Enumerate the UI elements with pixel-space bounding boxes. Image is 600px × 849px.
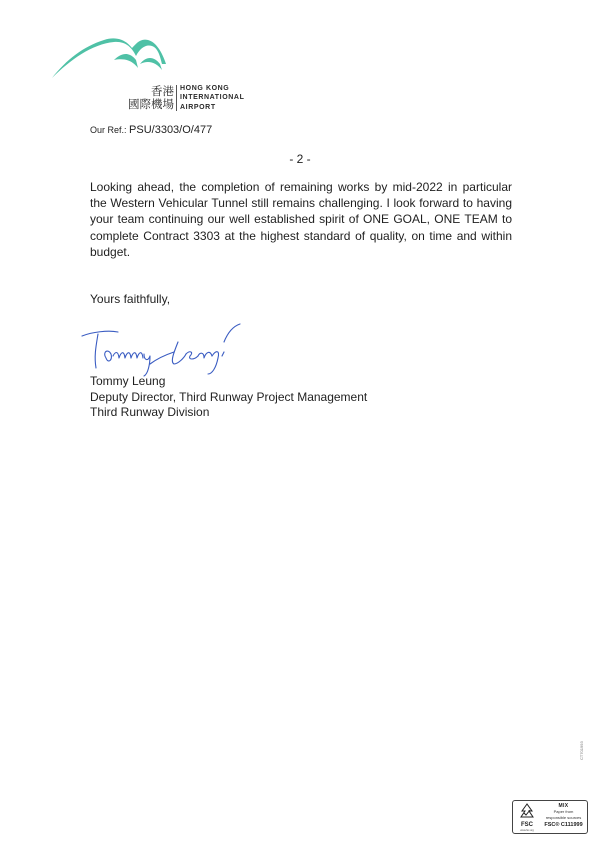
logo-chinese-line2: 國際機場 (128, 97, 174, 111)
signer-title: Deputy Director, Third Runway Project Management (90, 389, 368, 404)
reference-value: PSU/3303/O/477 (129, 124, 213, 136)
signer-name: Tommy Leung (90, 374, 166, 388)
fsc-site-text: www.fsc.org (520, 829, 534, 832)
logo-english-line3: AIRPORT (180, 103, 216, 111)
logo-divider (176, 85, 177, 111)
page-number: - 2 - (289, 152, 311, 166)
logo-chinese-text (94, 85, 174, 111)
hkia-wing-logo-icon (52, 38, 172, 84)
closing-line: Yours faithfully, (90, 292, 171, 306)
fsc-logo (516, 803, 538, 831)
fsc-paper-line2: responsible sources (545, 814, 582, 820)
fsc-tree-check-icon (520, 803, 534, 821)
logo-english-text (180, 84, 244, 112)
fsc-paper-line1: Paper from (553, 809, 574, 814)
fsc-label (512, 800, 588, 834)
signer-division: Third Runway Division (90, 405, 210, 419)
fsc-brand-text: FSC (521, 822, 533, 828)
reference-label: Our Ref.: (90, 125, 127, 135)
side-print-code: CT701993 (579, 741, 584, 760)
fsc-mix-label: MIX (558, 803, 569, 809)
signer-block (90, 374, 367, 421)
reference-line (90, 124, 212, 136)
logo-chinese-line1: 香港 (151, 84, 174, 98)
hkia-logo (52, 38, 245, 111)
fsc-info (540, 803, 587, 828)
logo-english-line1: HONG KONG (180, 85, 230, 92)
fsc-license-code: FSC® C111999 (544, 822, 583, 828)
body-paragraph: Looking ahead, the completion of remaining works by mid-2022 in particular the Western Vehicular Tunnel still remains challenging. I look forward to having your team continuing our well established spirit of ONE GOAL, ONE TEAM to complete Contract 3303 at the highest standard of quality, on time and within budget. (90, 180, 512, 259)
logo-english-line2: INTERNATIONAL (180, 94, 245, 102)
